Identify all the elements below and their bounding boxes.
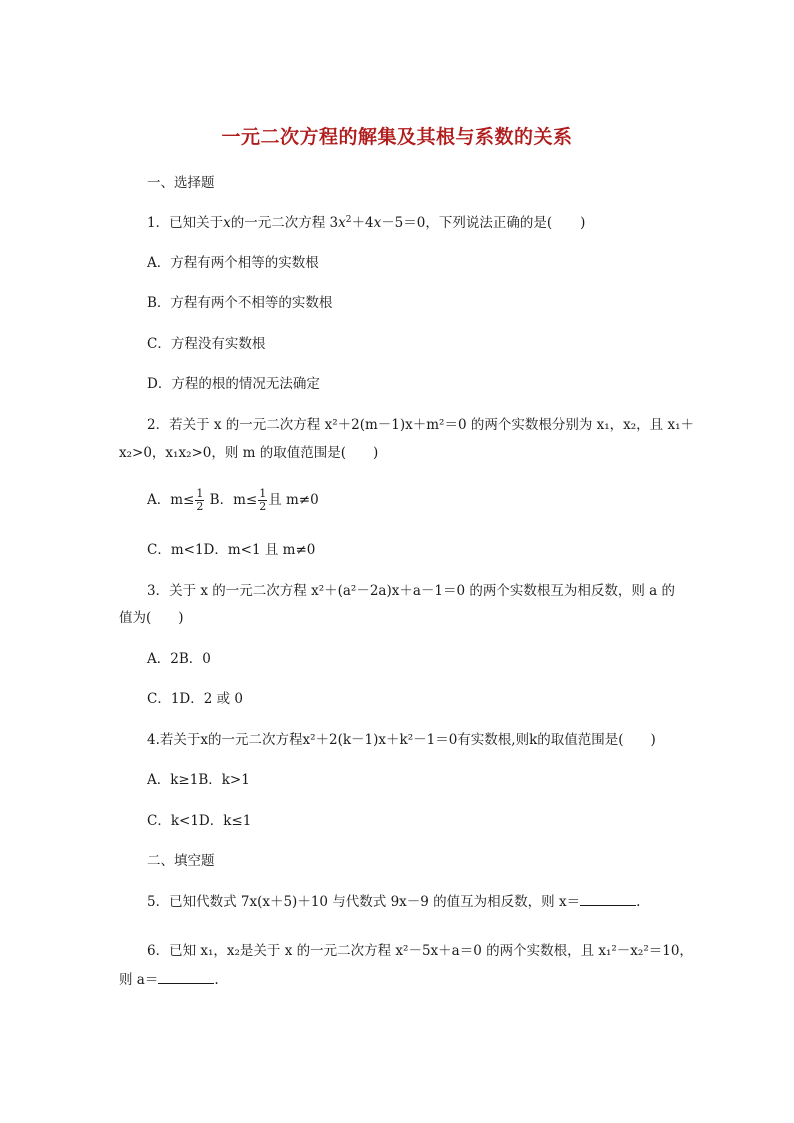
fraction-one-half: $\frac{1}{2}$ (196, 487, 204, 513)
answer-blank (580, 893, 636, 906)
section-heading-fill: 二、填空题 (147, 853, 215, 869)
q1-option-b: B．方程有两个不相等的实数根 (147, 295, 333, 311)
section-heading-choice: 一、选择题 (147, 175, 215, 191)
question-6-line-2: 则 a＝ . (119, 972, 219, 988)
question-2-line-1: 2．若关于 x 的一元二次方程 x²＋2(m－1)x＋m²＝0 的两个实数根分别为 x₁，x₂，且 x₁＋ (147, 417, 694, 433)
q3-options-ab: A．2B．0 (147, 651, 211, 667)
fraction-one-half: $\frac{1}{2}$ (259, 487, 267, 513)
q1-option-d: D．方程的根的情况无法确定 (147, 376, 320, 392)
q1-option-c: C．方程没有实数根 (147, 336, 266, 352)
question-3-line-1: 3．关于 x 的一元二次方程 x²＋(a²－2a)x＋a－1＝0 的两个实数根互为相反数，则 a 的 (147, 583, 675, 599)
q4-options-ab: A．k≥1B．k>1 (147, 772, 250, 788)
page-title: 一元二次方程的解集及其根与系数的关系 (221, 126, 573, 148)
q2-options-ab: A．m≤ $\frac{1}{2}$ B．m≤ $\frac{1}{2}$ 且 m≠0 (147, 487, 319, 513)
question-3-line-2: 值为( ) (119, 610, 184, 626)
question-1: 1．已知关于x的一元二次方程 $3x^2+4x-5=0$，下列说法正确的是( ) (147, 215, 586, 231)
answer-blank (158, 971, 214, 984)
question-6-line-1: 6．已知 x₁，x₂是关于 x 的一元二次方程 x²－5x＋a＝0 的两个实数根，且 x₁²－x₂²＝10， (147, 943, 693, 959)
question-4-line-1: 4.若关于x的一元二次方程x²＋2(k－1)x＋k²－1＝0有实数根,则k的取值范围是( ) (147, 732, 656, 748)
q2-options-cd: C．m<1D．m<1 且 m≠0 (147, 542, 316, 558)
question-2-line-2: x₂>0，x₁x₂>0，则 m 的取值范围是( ) (119, 445, 379, 461)
q3-options-cd: C．1D．2 或 0 (147, 691, 244, 707)
q4-options-cd: C．k<1D．k≤1 (147, 813, 252, 829)
q1-option-a: A．方程有两个相等的实数根 (147, 255, 319, 271)
question-5: 5．已知代数式 7x(x＋5)＋10 与代数式 9x－9 的值互为相反数，则 x＝ . (147, 894, 641, 910)
